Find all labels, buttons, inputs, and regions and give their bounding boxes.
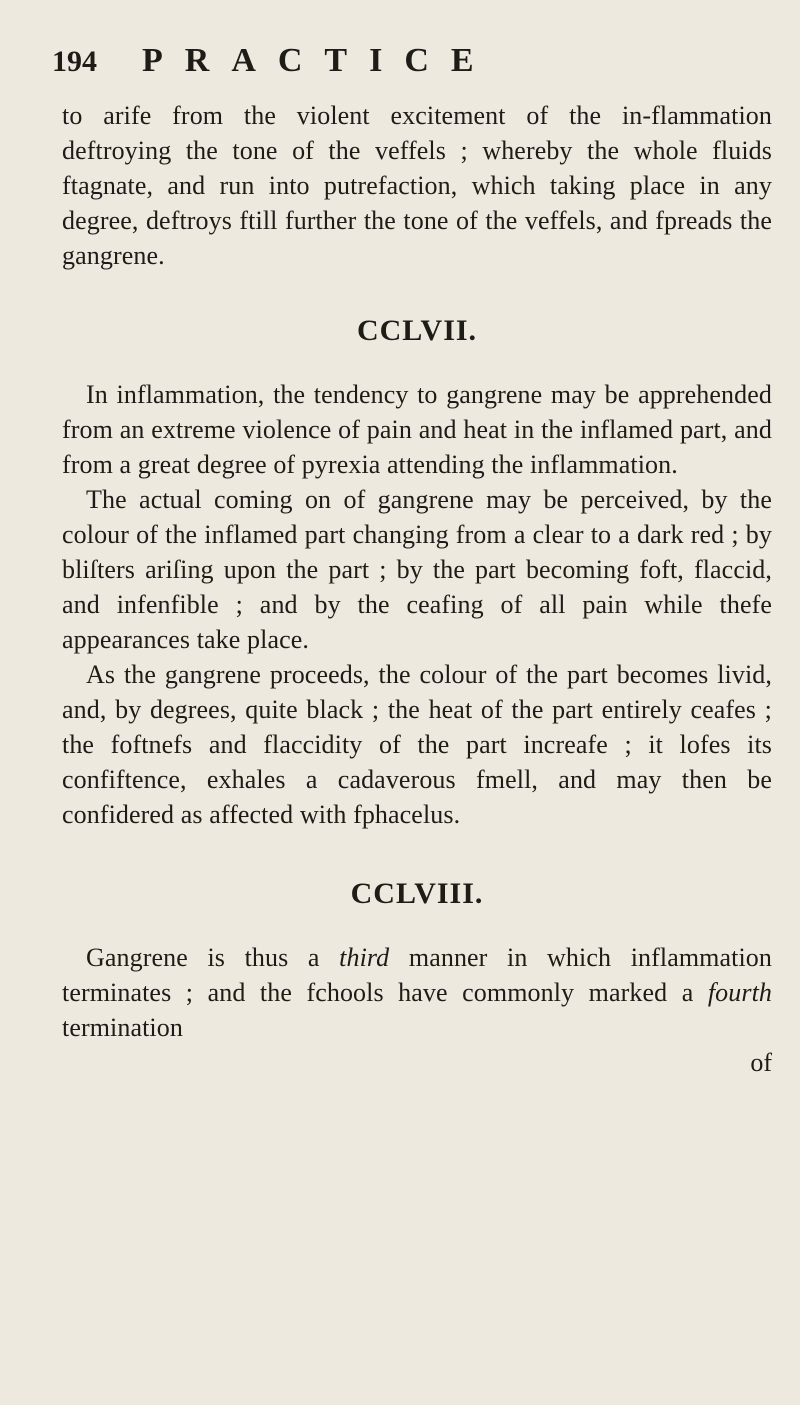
emphasis-third: third xyxy=(339,943,390,972)
section-heading-258: CCLVIII. xyxy=(350,877,484,910)
text-run: manner in which inflammation terminates ; and the fchools have commonly marked a xyxy=(62,943,772,1007)
paragraph-continuation: to arife from the violent excitement of the in-flammation deftroying the tone of the veffels ; whereby the whole fluids ftagnate, and run into putrefaction, which taking place in any degree, deftroys ftill further the tone of the veffels, and fpreads the gangrene. xyxy=(62,101,772,270)
paragraph-tendency: In inflammation, the tendency to gangrene may be apprehended from an extreme violence of pain and heat in the inflamed part, and from a great degree of pyrexia attending the inflammation. xyxy=(62,380,772,479)
emphasis-fourth: fourth xyxy=(707,978,772,1007)
paragraph-gangrene-proceeds: As the gangrene proceeds, the colour of the part becomes livid, and, by degrees, quite black ; the heat of the part entirely ceafes ; the foftnefs and flaccidity of the part increafe ; it lofes its confiftence, exhales a cadaverous fmell, and may then be confidered as affected with fphacelus. xyxy=(62,660,772,829)
running-title: PRACTICE xyxy=(142,42,496,79)
running-head xyxy=(52,42,772,92)
text-run: termination xyxy=(62,1013,183,1042)
text-run: Gangrene is thus a xyxy=(86,943,340,972)
catchword: of xyxy=(750,1048,772,1077)
paragraph-third-manner xyxy=(62,940,772,1045)
page-number: 194 xyxy=(52,45,97,78)
section-heading-257: CCLVII. xyxy=(356,314,478,347)
paragraph-actual-coming: The actual coming on of gangrene may be perceived, by the colour of the inflamed part changing from a clear to a dark red ; by bliſters ariſing upon the part ; by the part becoming foft, flaccid, and infenfible ; and by the ceafing of all pain while thefe appearances take place. xyxy=(62,485,772,654)
